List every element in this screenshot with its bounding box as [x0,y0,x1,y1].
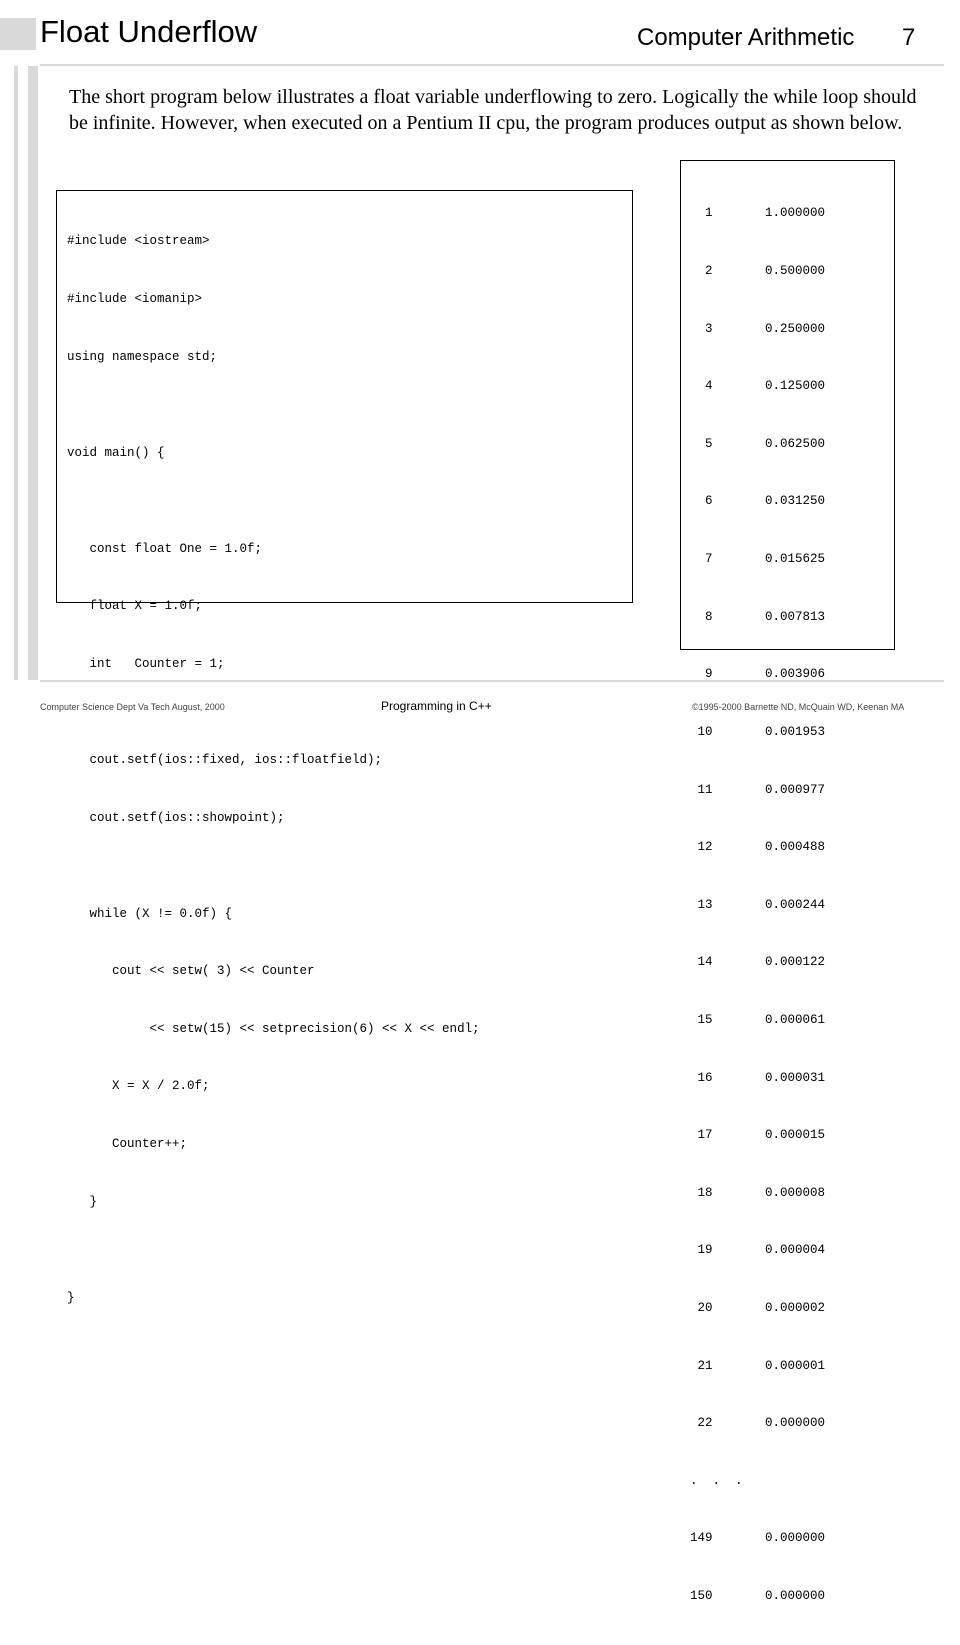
output-line: 16 0.000031 [690,1070,826,1085]
output-line: 3 0.250000 [690,321,826,336]
output-line: 8 0.007813 [690,609,826,624]
output-line: 5 0.062500 [690,436,826,451]
output-line: 21 0.000001 [690,1358,826,1373]
code-line: #include <iomanip> [67,292,203,307]
output-line: 18 0.000008 [690,1185,826,1200]
code-line: using namespace std; [67,349,218,364]
left-rail-inner [28,66,38,680]
output-line: 7 0.015625 [690,552,826,567]
section-title: Computer Arithmetic [637,24,855,51]
code-line: const float One = 1.0f; [67,541,263,556]
content-top-rule [40,64,944,66]
footer-copyright: ©1995-2000 Barnette ND, McQuain WD, Keenan MA [692,702,905,712]
code-line: int Counter = 1; [67,656,225,671]
output-ellipsis: . . . [690,1473,743,1488]
output-line: 17 0.000015 [690,1128,826,1143]
left-rail-outer [14,66,18,680]
output-line: 149 0.000000 [690,1531,826,1546]
footer-course-title: Programming in C++ [381,699,492,713]
code-line: #include <iostream> [67,234,210,249]
code-line: while (X != 0.0f) { [67,906,233,921]
output-line: 4 0.125000 [690,379,826,394]
output-listing [681,161,894,1645]
footer-department: Computer Science Dept Va Tech August, 2000 [40,702,225,712]
code-line: cout.setf(ios::showpoint); [67,810,285,825]
output-line: 20 0.000002 [690,1300,826,1315]
page-title: Float Underflow [40,14,258,49]
output-line: 15 0.000061 [690,1012,826,1027]
output-line: 9 0.003906 [690,667,826,682]
output-line: 13 0.000244 [690,897,826,912]
page-number: 7 [902,24,916,51]
output-line: 12 0.000488 [690,840,826,855]
code-line: cout.setf(ios::fixed, ios::floatfield); [67,752,383,767]
output-line: 2 0.500000 [690,264,826,279]
output-line: 10 0.001953 [690,724,826,739]
intro-paragraph: The short program below illustrates a float variable underflowing to zero. Logically the while loop should be infinite. However, when executed on a Pentium II cpu, the program produces output as shown below. [69,86,917,134]
code-line: float X = 1.0f; [67,599,203,614]
output-line: 19 0.000004 [690,1243,826,1258]
code-listing [57,191,632,1346]
code-line: } [67,1290,75,1305]
title-bar-decoration [0,18,36,50]
output-line: 6 0.031250 [690,494,826,509]
output-line: 14 0.000122 [690,955,826,970]
output-line: 1 1.000000 [690,206,826,221]
code-line: << setw(15) << setprecision(6) << X << endl; [67,1021,480,1036]
code-line: } [67,1194,98,1209]
code-line: Counter++; [67,1136,188,1151]
output-line: 22 0.000000 [690,1416,826,1431]
code-line: void main() { [67,445,165,460]
output-line: 11 0.000977 [690,782,826,797]
code-line: X = X / 2.0f; [67,1079,210,1094]
output-line: 150 0.000000 [690,1589,826,1604]
code-line: cout << setw( 3) << Counter [67,964,315,979]
